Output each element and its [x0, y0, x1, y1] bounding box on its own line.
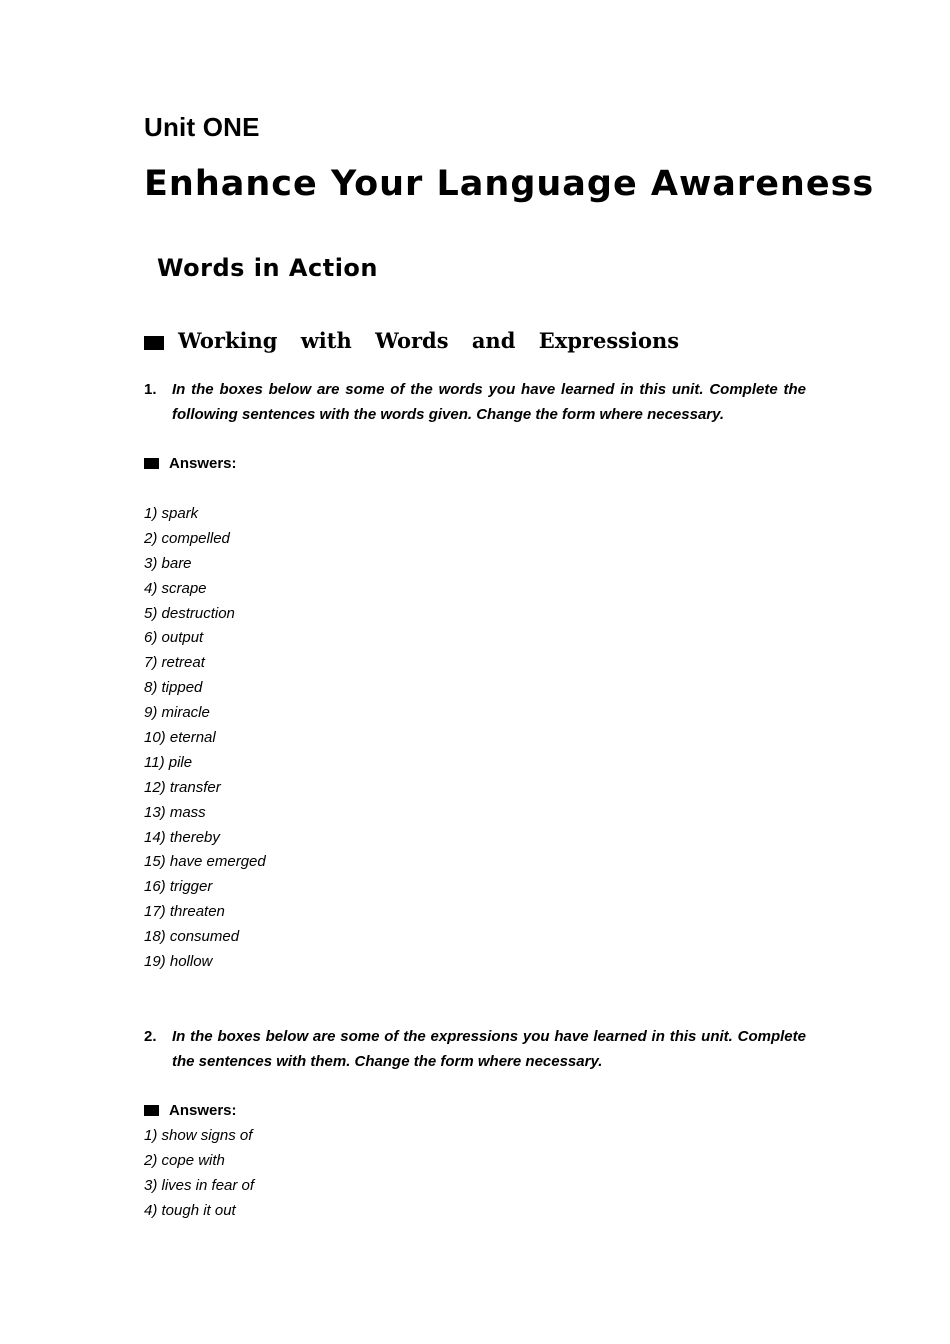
answer-list-2 — [144, 1124, 254, 1224]
answer-item: 7) retreat — [144, 654, 205, 672]
answer-item: 3) lives in fear of — [144, 1176, 255, 1194]
question-2 — [144, 1024, 806, 1074]
answer-item: 15) have emerged — [144, 853, 266, 871]
answer-item: 18) consumed — [144, 928, 240, 946]
answer-item: 4) scrape — [144, 579, 207, 597]
answers-label: Answers: — [169, 1102, 237, 1119]
answer-item: 6) output — [144, 629, 204, 647]
answer-item: 13) mass — [144, 803, 206, 821]
answers-heading-2 — [144, 1102, 237, 1119]
answer-item: 17) threaten — [144, 903, 225, 921]
answer-item: 8) tipped — [144, 679, 203, 697]
answer-list-1 — [144, 502, 266, 975]
subsection-heading — [144, 328, 679, 353]
question-instructions: In the boxes below are some of the words you have learned in this unit. Complete the following sentences with the words given. Change the form where necessary. — [172, 381, 806, 423]
answer-item: 3) bare — [144, 554, 192, 572]
page-title: Enhance Your Language Awareness — [144, 164, 875, 204]
answer-item: 2) cope with — [144, 1151, 225, 1169]
answer-item: 10) eternal — [144, 729, 216, 747]
answer-item: 11) pile — [144, 753, 193, 771]
unit-label: Unit ONE — [144, 112, 260, 142]
answer-item: 9) miracle — [144, 704, 210, 722]
black-square-icon — [144, 1105, 159, 1116]
answers-label: Answers: — [169, 455, 237, 472]
question-number: 2. — [144, 1028, 157, 1045]
answer-item: 12) transfer — [144, 778, 221, 796]
black-square-icon — [144, 458, 159, 469]
answer-item: 4) tough it out — [144, 1201, 236, 1219]
answer-item: 5) destruction — [144, 604, 235, 622]
question-instructions: In the boxes below are some of the expressions you have learned in this unit. Complete the sentences with them. Change the form where necessary. — [172, 1028, 806, 1070]
section-title: Words in Action — [157, 254, 379, 282]
answer-item: 16) trigger — [144, 878, 213, 896]
answers-heading-1 — [144, 455, 237, 472]
answer-item: 1) show signs of — [144, 1127, 253, 1144]
answer-item: 2) compelled — [144, 529, 230, 547]
answer-item: 14) thereby — [144, 828, 220, 846]
question-number: 1. — [144, 381, 157, 398]
subsection-heading-text: Working with Words and Expressions — [178, 328, 680, 353]
answer-item: 1) spark — [144, 505, 199, 522]
question-1 — [144, 377, 806, 427]
black-square-icon — [144, 336, 164, 350]
answer-item: 19) hollow — [144, 953, 213, 971]
